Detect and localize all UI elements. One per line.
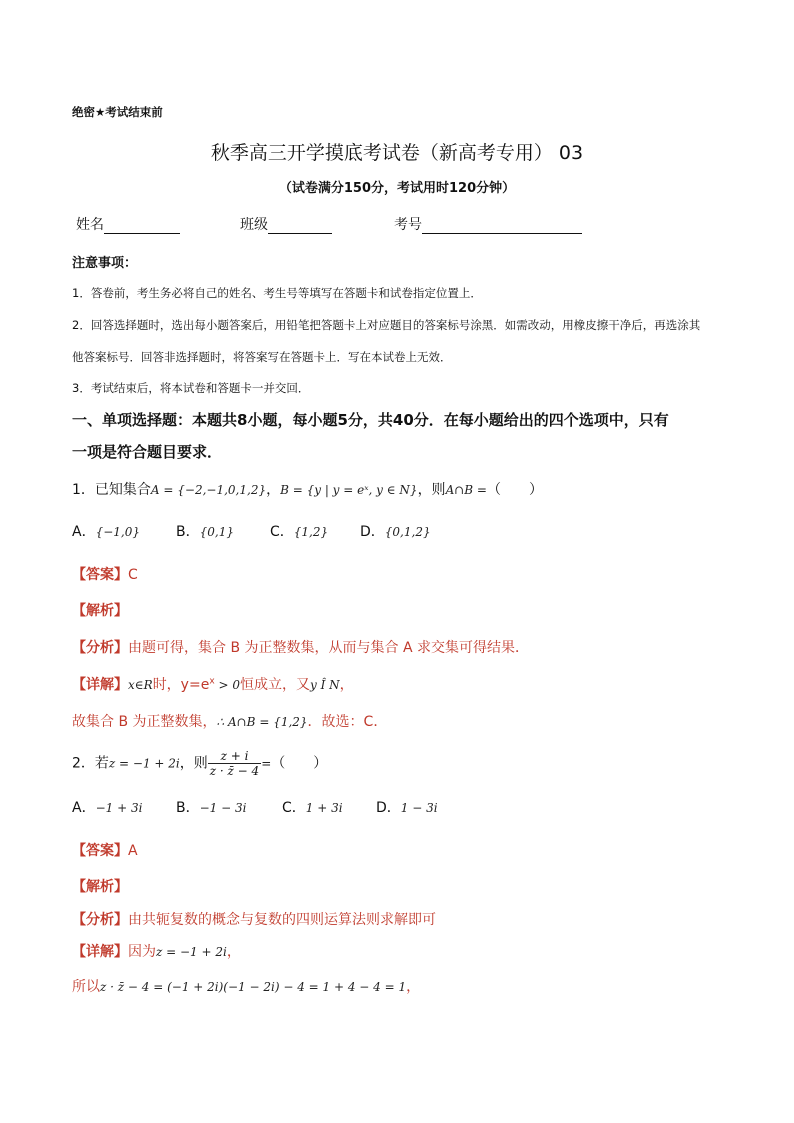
name-blank xyxy=(104,219,180,234)
q1-conclusion-text: 故集合 B 为正整数集， xyxy=(72,714,217,730)
number-label: 考号 xyxy=(394,217,422,233)
q1-option-b-label: B． xyxy=(176,524,200,540)
q1-paren: （ ） xyxy=(486,482,543,498)
q2-jiexi: 【解析】 xyxy=(72,879,128,895)
q1-set-a: A = {−2,−1,0,1,2} xyxy=(150,483,267,497)
q2-fenxi-tag: 【分析】 xyxy=(72,912,128,928)
q1-option-b xyxy=(176,521,234,541)
q2-calc: z · z̄ − 4 = (−1 + 2i)(−1 − 2i) − 4 = 1 + 4 − 4 = 1 xyxy=(100,980,407,994)
q1-option-a-label: A． xyxy=(72,524,96,540)
q1-end: ． xyxy=(373,714,388,730)
q1-option-d-label: D． xyxy=(360,524,385,540)
q2-because-z: z = −1 + 2i xyxy=(156,945,227,959)
q2-because: 因为 xyxy=(128,944,156,960)
q1-xiangjie-line xyxy=(72,674,354,694)
q2-answer-tag: 【答案】 xyxy=(72,843,128,859)
q1-fenxi-tag: 【分析】 xyxy=(72,640,128,656)
q1-fenxi-line xyxy=(72,637,529,657)
q1-option-c xyxy=(270,521,328,541)
class-label: 班级 xyxy=(240,217,268,233)
q1-answer-tag: 【答案】 xyxy=(72,567,128,583)
q2-fenxi-line xyxy=(72,909,436,929)
q1-exp: x xyxy=(209,676,215,687)
note-1: 1．答卷前，考生务必将自己的姓名、考生号等填写在答题卡和试卷指定位置上． xyxy=(72,286,482,300)
q1-conclusion-expr: ∴ A∩B = {1,2} xyxy=(216,715,308,729)
q2-fraction xyxy=(208,749,261,778)
q1-always: 恒成立，又 xyxy=(239,677,310,693)
q2-therefore: 所以 xyxy=(72,979,100,995)
q1-option-d xyxy=(360,521,431,541)
q1-option-d-value: {0,1,2} xyxy=(384,525,431,539)
q1-prefix: 1．已知集合 xyxy=(72,482,151,498)
section-heading-1: 一、单项选择题：本题共8小题，每小题5分，共40分．在每小题给出的四个选项中，只有 xyxy=(72,411,669,429)
name-label: 姓名 xyxy=(76,217,104,233)
q2-prefix: 2．若 xyxy=(72,755,109,772)
question-2 xyxy=(72,749,327,778)
q2-paren: （ ） xyxy=(271,755,328,772)
q2-option-c-label: C． xyxy=(282,800,306,816)
q2-calc-end: ， xyxy=(406,979,421,995)
q2-option-b-label: B． xyxy=(176,800,200,816)
exam-subtitle: （试卷满分150分，考试用时120分钟） xyxy=(278,181,516,196)
q2-eq: = xyxy=(261,756,272,771)
q2-option-c xyxy=(282,797,343,817)
note-2a: 2．回答选择题时，选出每小题答案后，用铅笔把答题卡上对应题目的答案标号涂黑．如需改动，用橡皮擦干净后，再选涂其 xyxy=(72,318,701,332)
q1-answer: C xyxy=(128,567,138,583)
q2-option-d-value: 1 − 3i xyxy=(400,801,438,815)
name-field xyxy=(76,214,180,234)
q2-fenxi: 由共轭复数的概念与复数的四则运算法则求解即可 xyxy=(128,912,436,928)
q1-option-c-value: {1,2} xyxy=(293,525,329,539)
q2-z: z = −1 + 2i xyxy=(108,756,180,771)
q2-ask: ，则 xyxy=(179,755,208,772)
q2-option-c-value: 1 + 3i xyxy=(305,801,343,815)
q1-choose-answer: C xyxy=(363,714,374,730)
q1-answer-line xyxy=(72,564,138,584)
class-field xyxy=(240,214,332,234)
q1-choose: ．故选： xyxy=(307,714,364,730)
confidential-note: 绝密★考试结束前 xyxy=(72,105,163,119)
class-blank xyxy=(268,219,332,234)
q1-comma: ， xyxy=(266,482,281,498)
q1-option-b-value: {0,1} xyxy=(199,525,234,539)
q1-conclusion-line xyxy=(72,711,387,731)
section-heading-2: 一项是符合题目要求． xyxy=(72,443,223,461)
q2-option-b-value: −1 − 3i xyxy=(199,801,247,815)
number-field xyxy=(394,214,582,234)
q2-xiangjie-tag: 【详解】 xyxy=(72,944,128,960)
q1-jiexi: 【解析】 xyxy=(72,603,128,619)
q2-answer: A xyxy=(128,843,138,859)
q2-denominator: z · z̄ − 4 xyxy=(209,764,260,778)
q1-set-b: B = {y | y = eˣ, y ∈ N} xyxy=(280,483,418,497)
q1-option-a xyxy=(72,521,140,541)
q1-gt-zero: > 0 xyxy=(214,678,240,692)
q1-option-a-value: {−1,0} xyxy=(95,525,140,539)
q1-fenxi: 由题可得，集合 B 为正整数集，从而与集合 A 求交集可得结果． xyxy=(128,640,529,656)
q2-answer-line xyxy=(72,840,138,860)
q2-option-a xyxy=(72,797,142,817)
exam-title: 秋季高三开学摸底考试卷（新高考专用） 03 xyxy=(210,142,584,164)
q2-comma: ， xyxy=(226,944,241,960)
q1-expr: A∩B = xyxy=(445,483,487,497)
q1-y-in-n: y Î N xyxy=(309,678,340,692)
q2-option-a-value: −1 + 3i xyxy=(95,801,143,815)
q2-option-b xyxy=(176,797,246,817)
q1-comma2: ， xyxy=(339,677,354,693)
q2-calc-line xyxy=(72,976,420,996)
q1-option-c-label: C． xyxy=(270,524,294,540)
question-1 xyxy=(72,479,543,499)
q2-option-d-label: D． xyxy=(376,800,401,816)
note-3: 3．考试结束后，将本试卷和答题卡一并交回． xyxy=(72,381,310,395)
notes-heading: 注意事项： xyxy=(72,256,138,271)
q1-x-in-r: x∈R xyxy=(128,678,153,692)
q2-option-d xyxy=(376,797,438,817)
q1-ask: ，则 xyxy=(417,482,446,498)
q2-numerator: z + i xyxy=(208,749,261,764)
q1-xiangjie-tag: 【详解】 xyxy=(72,677,128,693)
note-2b: 他答案标号．回答非选择题时，将答案写在答题卡上．写在本试卷上无效． xyxy=(72,350,452,364)
q2-option-a-label: A． xyxy=(72,800,96,816)
q1-when: 时，y=e xyxy=(152,677,210,693)
number-blank xyxy=(422,219,582,234)
q2-xiangjie-line xyxy=(72,941,241,961)
